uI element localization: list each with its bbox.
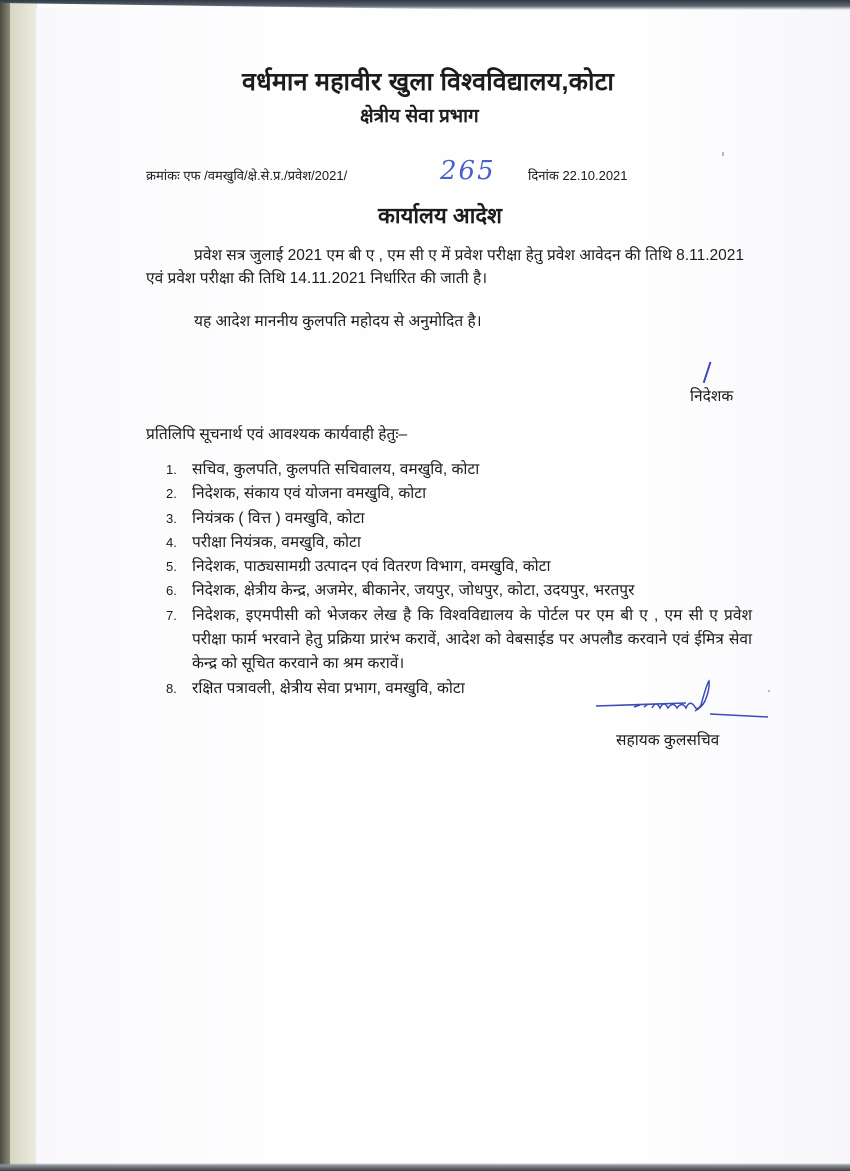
list-item	[166, 482, 752, 506]
list-item-number: 8.	[166, 680, 177, 696]
list-item	[166, 507, 752, 531]
list-item-text: नियंत्रक ( वित्त ) वमखुवि, कोटा	[192, 509, 365, 527]
list-item	[166, 579, 752, 603]
assistant-registrar-signature-icon	[594, 676, 770, 724]
list-item	[166, 604, 752, 677]
scan-binding-strip	[10, 0, 37, 1171]
approval-statement: यह आदेश माननीय कुलपति महोदय से अनुमोदित है।	[194, 313, 482, 330]
list-item-text: रक्षित पत्रावली, क्षेत्रीय सेवा प्रभाग, वमखुवि, कोटा	[192, 679, 465, 697]
list-item-number: 7.	[166, 607, 177, 623]
list-item-text: परीक्षा नियंत्रक, वमखुवि, कोटा	[192, 533, 361, 551]
scan-left-edge	[0, 0, 10, 1171]
scan-speck	[768, 690, 770, 692]
list-item-text: निदेशक, पाठ्यसामग्री उत्पादन एवं वितरण विभाग, वमखुवि, कोटा	[192, 558, 551, 576]
list-item	[166, 531, 752, 555]
reference-number-label: क्रमांकः एफ /वमखुवि/क्षे.से.प्र./प्रवेश/2021/	[146, 168, 348, 183]
order-title: कार्यालय आदेश	[378, 203, 502, 228]
list-item-text: निदेशक, क्षेत्रीय केन्द्र, अजमेर, बीकानेर, जयपुर, जोधपुर, कोटा, उदयपुर, भरतपुर	[192, 582, 635, 600]
list-item-number: 1.	[166, 462, 177, 477]
list-item	[166, 458, 752, 482]
distribution-list	[166, 458, 752, 701]
list-item-text: सचिव, कुलपति, कुलपति सचिवालय, वमखुवि, कोटा	[192, 461, 480, 478]
copy-to-heading: प्रतिलिपि सूचनार्थ एवं आवश्यक कार्यवाही हेतुः–	[146, 426, 408, 443]
list-item-text: निदेशक, संकाय एवं योजना वमखुवि, कोटा	[192, 485, 427, 503]
university-name: वर्धमान महावीर खुला विश्वविद्यालय,कोटा	[242, 68, 615, 96]
handwritten-reference-number: 265	[440, 156, 496, 186]
order-body-paragraph: प्रवेश सत्र जुलाई 2021 एम बी ए , एम सी ए में प्रवेश परीक्षा हेतु प्रवेश आवेदन की तिथि 8.11.2021 एवं प्रवेश परीक्षा की तिथि 14.11.2021 निर्धारित की जाती है।	[146, 247, 744, 287]
list-item-number: 6.	[166, 583, 177, 599]
list-item-number: 5.	[166, 559, 177, 575]
department-name: क्षेत्रीय सेवा प्रभाग	[360, 106, 479, 127]
scan-bottom-edge	[0, 1163, 850, 1171]
list-item-number: 2.	[166, 486, 177, 502]
list-item-number: 3.	[166, 510, 177, 526]
scan-speck	[722, 152, 724, 156]
list-item-text: निदेशक, इएमपीसी को भेजकर लेख है कि विश्वविद्यालय के पोर्टल पर एम बी ए , एम सी ए प्रवेश परीक्षा फार्म भरवाने हेतु प्रक्रिया प्रारंभ करावें, आदेश को वेबसाईड पर अपलौड करवाने एवं ईमित्र सेवा केन्द्र को सूचित करवाने का श्रम करावें।	[192, 606, 752, 673]
order-date: दिनांक 22.10.2021	[528, 168, 628, 183]
list-item-number: 4.	[166, 534, 177, 550]
assistant-registrar-designation: सहायक कुलसचिव	[616, 732, 720, 749]
list-item	[166, 555, 752, 579]
director-signatory: निदेशक	[690, 388, 734, 405]
